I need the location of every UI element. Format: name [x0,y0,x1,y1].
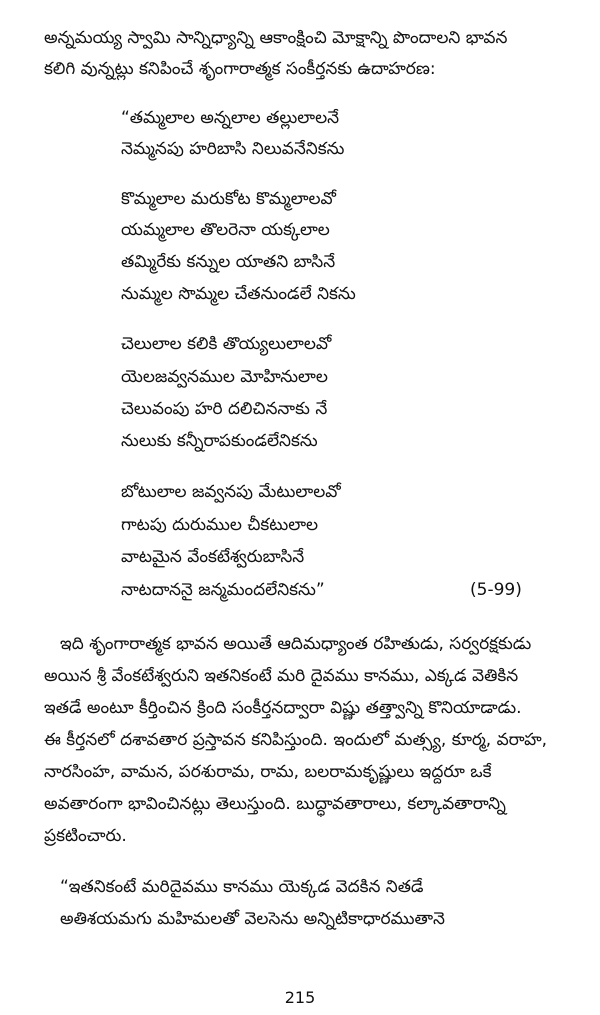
quote-line: అతిశయమగు మహిమలతో వెలసెను అన్నిటికాధారముతానె [60,909,445,929]
verse-line: కొమ్మలాల మరుకోట కొమ్మలాలవో [121,189,336,209]
verse-line: తమ్మిరేకు కన్నుల యాతని బాసినే [121,252,336,272]
verse-line: చెలులాల కలికి తొయ్యలులాలవో [121,334,332,354]
paragraph-line: నారసింహ, వామన, పరశురామ, రామ, బలరామకృష్ణులు ఇద్దరూ ఒకే [44,762,492,782]
intro-line: అన్నమయ్య స్వామి సాన్నిధ్యాన్ని ఆకాంక్షించి మోక్షాన్ని పొందాలని భావన [44,28,508,48]
verse-line: నాటదాననై జన్మమందలేనికను” [121,580,325,600]
verse-reference: (5-99) [470,580,522,600]
paragraph-line: ఇది శృంగారాత్మక భావన అయితే ఆదిమధ్యాంత రహితుడు, సర్వరక్షకుడు [60,634,532,654]
paragraph-line: అవతారంగా భావించినట్లు తెలుస్తుంది. బుద్ధావతారాలు, కల్కావతారాన్ని [44,794,506,814]
verse-line: యమ్మలాల తొలరెనా యక్కలాల [121,220,330,240]
paragraph-line: ఈ కీర్తనలో దశావతార ప్రస్తావన కనిపిస్తుంది. ఇందులో మత్స్య, కూర్మ, వరాహ, [44,730,548,750]
paragraph-line: ఇతడే అంటూ కీర్తించిన క్రింది సంకీర్తనద్వారా విష్ణు తత్త్వాన్ని కొనియాడాడు. [44,698,522,718]
verse-line: బోటులాల జవ్వనపు మేటులాలవో [121,482,341,502]
verse-line: యెలజవ్వనముల మోహినులాల [121,367,328,387]
page-number: 215 [284,988,316,1007]
paragraph-line: ప్రకటించారు. [44,826,127,846]
paragraph-line: అయిన శ్రీ వేంకటేశ్వరుని ఇతనికంటే మరి దైవము కానము, ఎక్కడ వెతికిన [44,666,519,686]
verse-line: గాటపు దురుముల చీకటులాల [121,515,319,535]
intro-line: కలిగి వున్నట్లు కనిపించే శృంగారాత్మక సంకీర్తనకు ఉదాహరణ: [44,59,436,79]
verse-line: “తమ్మలాల అన్నలాల తల్లులాలనే [121,108,340,128]
quote-line: “ఇతనికంటే మరిదైవము కానము యెక్కడ వెదకిన నితడే [60,877,424,897]
verse-line: నులుకు కన్నీరాపకుండలేనికను [121,431,318,451]
verse-line: చెలువంపు హరి దలిచిననాకు నే [121,399,328,419]
verse-line: నుమ్మల సొమ్మల చేతనుండలే నికను [121,284,356,304]
verse-line: వాటమైన వేంకటేశ్వరుబాసినే [121,547,305,567]
verse-line: నెమ్మనపు హరిబాసి నిలువనేనికను [121,139,345,159]
